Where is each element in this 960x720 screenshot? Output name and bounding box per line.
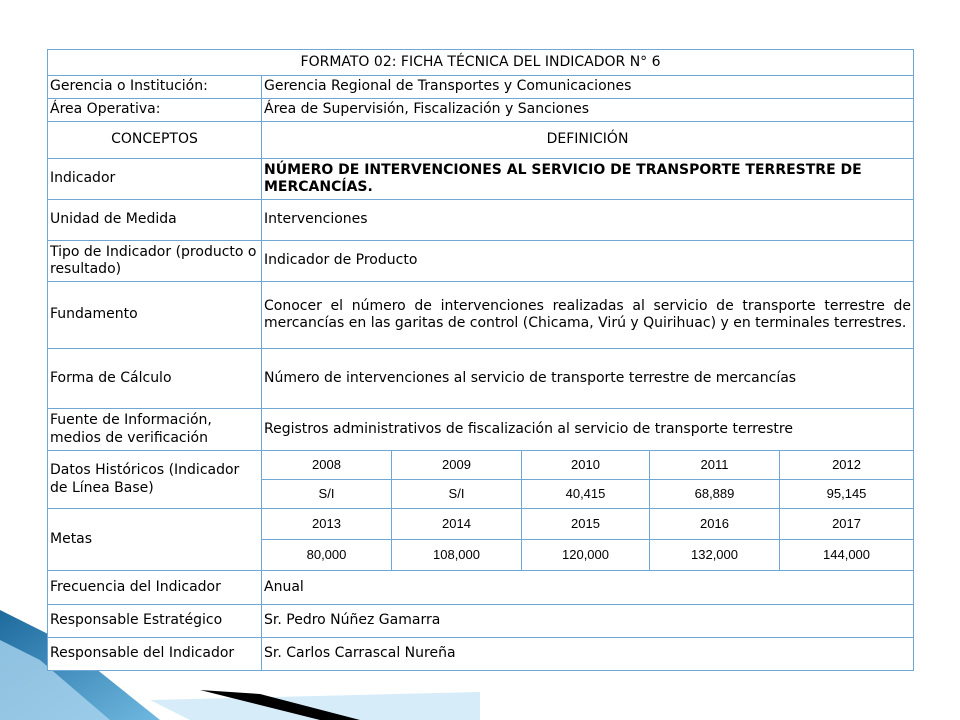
frecuencia-value: Anual [262, 571, 914, 605]
tipo-value: Indicador de Producto [262, 241, 914, 282]
datos-year-cell: 2009 [392, 451, 522, 480]
resp-indicador-row [48, 638, 914, 671]
area-label: Área Operativa: [48, 99, 262, 122]
unidad-label: Unidad de Medida [48, 200, 262, 241]
indicador-value: NÚMERO DE INTERVENCIONES AL SERVICIO DE TRANSPORTE TERRESTRE DE MERCANCÍAS. [262, 159, 914, 200]
tipo-row [48, 241, 914, 282]
fuente-label: Fuente de Información, medios de verificación [48, 409, 262, 451]
metas-value-cell: 144,000 [780, 540, 914, 571]
datos-year-cell: 2012 [780, 451, 914, 480]
forma-row [48, 349, 914, 409]
fundamento-value: Conocer el número de intervenciones realizadas al servicio de transporte terrestre de mercancías en las garitas de control (Chicama, Virú y Quirihuac) y en terminales terrestres. [262, 282, 914, 349]
resp-estrategico-label: Responsable Estratégico [48, 605, 262, 638]
metas-year-cell: 2014 [392, 509, 522, 540]
header-row [48, 122, 914, 159]
datos-value-cell: S/I [262, 480, 392, 509]
metas-year-cell: 2016 [650, 509, 780, 540]
tipo-label: Tipo de Indicador (producto o resultado) [48, 241, 262, 282]
unidad-value: Intervenciones [262, 200, 914, 241]
definicion-header: DEFINICIÓN [262, 122, 914, 159]
datos-value-cell: 40,415 [522, 480, 650, 509]
metas-years-row [48, 509, 914, 540]
metas-year-cell: 2015 [522, 509, 650, 540]
frecuencia-row [48, 571, 914, 605]
gerencia-value: Gerencia Regional de Transportes y Comunicaciones [262, 76, 914, 99]
gerencia-label: Gerencia o Institución: [48, 76, 262, 99]
metas-year-cell: 2017 [780, 509, 914, 540]
datos-year-cell: 2008 [262, 451, 392, 480]
fundamento-row [48, 282, 914, 349]
conceptos-header: CONCEPTOS [48, 122, 262, 159]
resp-estrategico-value: Sr. Pedro Núñez Gamarra [262, 605, 914, 638]
resp-indicador-label: Responsable del Indicador [48, 638, 262, 671]
datos-value-cell: 68,889 [650, 480, 780, 509]
table-title: FORMATO 02: FICHA TÉCNICA DEL INDICADOR N° 6 [48, 50, 914, 76]
ficha-tecnica-table [47, 49, 914, 671]
gerencia-row [48, 76, 914, 99]
frecuencia-label: Frecuencia del Indicador [48, 571, 262, 605]
forma-value: Número de intervenciones al servicio de transporte terrestre de mercancías [262, 349, 914, 409]
metas-value-cell: 132,000 [650, 540, 780, 571]
resp-estrategico-row [48, 605, 914, 638]
resp-indicador-value: Sr. Carlos Carrascal Nureña [262, 638, 914, 671]
unidad-row [48, 200, 914, 241]
datos-years-row [48, 451, 914, 480]
datos-label: Datos Históricos (Indicador de Línea Base) [48, 451, 262, 509]
datos-value-cell: S/I [392, 480, 522, 509]
fuente-row [48, 409, 914, 451]
title-row [48, 50, 914, 76]
area-value: Área de Supervisión, Fiscalización y Sanciones [262, 99, 914, 122]
indicador-row [48, 159, 914, 200]
metas-year-cell: 2013 [262, 509, 392, 540]
area-row [48, 99, 914, 122]
metas-value-cell: 120,000 [522, 540, 650, 571]
datos-value-cell: 95,145 [780, 480, 914, 509]
metas-label: Metas [48, 509, 262, 571]
metas-value-cell: 108,000 [392, 540, 522, 571]
fundamento-label: Fundamento [48, 282, 262, 349]
datos-year-cell: 2011 [650, 451, 780, 480]
forma-label: Forma de Cálculo [48, 349, 262, 409]
fuente-value: Registros administrativos de fiscalización al servicio de transporte terrestre [262, 409, 914, 451]
indicador-label: Indicador [48, 159, 262, 200]
metas-value-cell: 80,000 [262, 540, 392, 571]
datos-year-cell: 2010 [522, 451, 650, 480]
